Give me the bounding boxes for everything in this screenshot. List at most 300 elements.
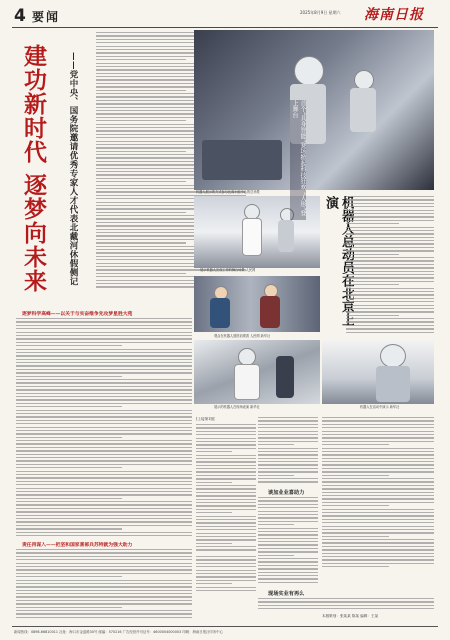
- text-line: [196, 576, 256, 577]
- text-line: [196, 448, 256, 449]
- text-line: [16, 603, 192, 604]
- text-line: [346, 257, 434, 258]
- date-line: 2025年8月9日 星期六: [300, 10, 341, 15]
- text-line: [196, 580, 256, 581]
- text-line: [96, 242, 186, 243]
- text-line: [196, 478, 256, 479]
- text-line: [346, 196, 434, 197]
- text-line: [16, 393, 192, 394]
- right-bottom-head-a: 谈加业业喜助力: [268, 490, 305, 496]
- text-line: [322, 471, 434, 472]
- text-line: [16, 433, 192, 434]
- text-line: [16, 552, 192, 553]
- text-line: [16, 521, 192, 522]
- text-line: [322, 448, 434, 449]
- text-line: [258, 561, 318, 562]
- text-line: [322, 566, 389, 567]
- text-line: [16, 494, 192, 495]
- header-rule: [12, 27, 438, 28]
- photo-visitors: [194, 276, 320, 332]
- text-line: [322, 563, 434, 564]
- text-line: [196, 482, 232, 483]
- text-line: [322, 485, 434, 486]
- text-line: [322, 431, 434, 432]
- text-line: [196, 516, 256, 517]
- text-line: [258, 475, 294, 476]
- text-line: [16, 518, 192, 519]
- text-line: [322, 475, 389, 476]
- text-line: [258, 521, 318, 522]
- text-line: [196, 533, 256, 534]
- text-line: [196, 522, 256, 523]
- text-line: [196, 587, 256, 588]
- text-line: [322, 464, 434, 465]
- text-line: [16, 359, 192, 360]
- text-line: [196, 566, 256, 567]
- lead-headline: 建功新时代 逐梦向未来: [20, 44, 47, 294]
- text-line: [258, 417, 318, 418]
- text-line: [322, 417, 434, 418]
- text-line: [196, 431, 256, 432]
- text-line: [16, 613, 192, 614]
- text-line: [346, 264, 434, 265]
- text-line: [16, 413, 192, 414]
- text-line: [258, 578, 318, 579]
- text-line: [258, 461, 318, 462]
- text-line: [196, 519, 256, 520]
- text-line: [346, 243, 434, 244]
- text-line: [258, 608, 434, 609]
- text-line: [346, 267, 434, 268]
- text-line: [258, 511, 318, 512]
- text-line: [16, 355, 192, 356]
- photo-robot-stage: [194, 30, 434, 190]
- text-line: [16, 447, 192, 448]
- text-line: [258, 572, 318, 573]
- text-line: [16, 362, 192, 363]
- text-line: [258, 514, 318, 515]
- text-line: [322, 481, 434, 482]
- text-line: [96, 181, 186, 182]
- text-line: [258, 441, 318, 442]
- text-line: [196, 465, 256, 466]
- text-line: [16, 318, 192, 319]
- text-line: [96, 212, 186, 213]
- text-line: [16, 590, 192, 591]
- text-line: [346, 227, 434, 228]
- text-line: [196, 509, 256, 510]
- bottom-body-text: [16, 549, 192, 623]
- text-line: [346, 328, 434, 329]
- text-line: [346, 254, 399, 255]
- text-line: [258, 507, 318, 508]
- text-line: [16, 352, 192, 353]
- text-line: [16, 563, 192, 564]
- text-line: [16, 566, 192, 567]
- text-line: [196, 563, 256, 564]
- text-line: [16, 416, 192, 417]
- text-line: [16, 430, 192, 431]
- right-bottom-text-5: [196, 556, 256, 596]
- text-line: [16, 515, 192, 516]
- text-line: [258, 517, 318, 518]
- text-line: [258, 531, 318, 532]
- text-line: [346, 237, 434, 238]
- text-line: [16, 586, 192, 587]
- text-line: [16, 607, 122, 608]
- text-line: [258, 424, 318, 425]
- text-line: [346, 291, 434, 292]
- text-line: [16, 532, 192, 533]
- text-line: [322, 512, 434, 513]
- text-line: [16, 573, 192, 574]
- text-line: [346, 223, 399, 224]
- text-line: [16, 556, 192, 557]
- text-line: [322, 461, 434, 462]
- text-line: [16, 386, 192, 387]
- text-line: [196, 573, 256, 574]
- text-line: [322, 434, 434, 435]
- text-line: [196, 590, 256, 591]
- text-line: [258, 464, 318, 465]
- text-line: [346, 294, 434, 295]
- text-line: [322, 553, 434, 554]
- text-line: [322, 420, 434, 421]
- text-line: [322, 458, 434, 459]
- text-line: [16, 427, 192, 428]
- text-line: [16, 410, 192, 411]
- text-line: [16, 474, 192, 475]
- text-line: [196, 455, 256, 456]
- text-line: [96, 151, 186, 152]
- text-line: [196, 427, 256, 428]
- text-line: [346, 220, 434, 221]
- text-line: [322, 451, 434, 452]
- text-line: [196, 570, 256, 571]
- text-line: [196, 438, 256, 439]
- text-line: [196, 583, 232, 584]
- text-line: [322, 539, 434, 540]
- caption-3: 观众在机器人展馆前观看 人民网 新华社: [214, 334, 271, 338]
- text-line: [16, 569, 192, 570]
- text-line: [346, 311, 434, 312]
- text-line: [16, 576, 122, 577]
- text-line: [346, 247, 434, 248]
- text-line: [196, 485, 256, 486]
- text-line: [16, 460, 192, 461]
- text-line: [16, 491, 192, 492]
- text-line: [196, 434, 256, 435]
- text-line: [346, 325, 434, 326]
- text-line: [16, 440, 192, 441]
- caption-2: 展示机器人完成工作的舞台场景 人民网: [200, 268, 256, 272]
- text-line: [16, 403, 192, 404]
- bottom-headline: 责任再谋入——把坚和国家喜部兵苏特就为强大助力: [22, 542, 133, 548]
- text-line: [258, 500, 318, 501]
- text-line: [196, 559, 256, 560]
- text-line: [346, 308, 434, 309]
- text-line: [346, 250, 434, 251]
- text-line: [258, 582, 318, 583]
- text-line: [322, 509, 434, 510]
- text-line: [16, 457, 192, 458]
- text-line: [322, 549, 434, 550]
- text-line: [346, 298, 434, 299]
- text-line: [346, 210, 434, 211]
- text-line: [16, 321, 192, 322]
- text-line: [322, 556, 434, 557]
- right-bottom-text-2: [258, 417, 318, 487]
- text-line: [16, 443, 192, 444]
- text-line: [16, 325, 192, 326]
- text-line: [16, 593, 192, 594]
- text-line: [16, 332, 192, 333]
- text-line: [16, 406, 122, 407]
- text-line: [196, 451, 232, 452]
- text-line: [346, 277, 434, 278]
- text-line: [16, 372, 192, 373]
- text-line: [196, 495, 256, 496]
- text-line: [16, 335, 192, 336]
- feature-headline: 机器人总动 京上演: [323, 196, 354, 326]
- text-line: [16, 477, 192, 478]
- text-line: [346, 284, 399, 285]
- text-line: [196, 492, 256, 493]
- text-line: [16, 454, 192, 455]
- text-line: [346, 321, 434, 322]
- text-line: [322, 529, 434, 530]
- text-line: [322, 441, 434, 442]
- text-line: [196, 549, 256, 550]
- text-line: [196, 475, 256, 476]
- text-line: [322, 437, 434, 438]
- text-line: [322, 536, 389, 537]
- text-line: [16, 488, 192, 489]
- text-line: [346, 305, 434, 306]
- text-line: [196, 468, 256, 469]
- text-line: [258, 555, 294, 556]
- text-line: [258, 541, 318, 542]
- text-line: [16, 450, 192, 451]
- text-line: [322, 526, 434, 527]
- right-bottom-head-b: 现场实业有再么: [268, 591, 305, 597]
- caption-1: 机器人展示的方式参与比赛小组中心的总场景: [196, 190, 260, 194]
- text-line: [16, 528, 122, 529]
- text-line: [16, 369, 192, 370]
- text-line: [346, 206, 434, 207]
- text-line: [346, 199, 434, 200]
- text-line: [258, 605, 434, 606]
- text-line: [346, 216, 434, 217]
- text-line: [96, 90, 186, 91]
- newspaper-logo: 海南日报: [364, 7, 424, 23]
- text-line: [16, 549, 192, 550]
- text-line: [322, 532, 434, 533]
- lead-subhead: ——党中央、国务院邀请优秀专家人才代表北戴河休假侧记: [68, 52, 78, 286]
- text-line: [258, 427, 318, 428]
- photo-robot-booth: [194, 340, 320, 404]
- text-line: [16, 481, 192, 482]
- right-bottom-text-6: [258, 598, 434, 612]
- text-line: [16, 342, 192, 343]
- text-line: [322, 424, 434, 425]
- text-line: [346, 233, 434, 234]
- feature-body-text: [346, 196, 434, 336]
- text-line: [16, 535, 192, 536]
- text-line: [16, 345, 122, 346]
- text-line: [196, 556, 256, 557]
- text-line: [258, 478, 318, 479]
- text-line: [346, 240, 434, 241]
- text-line: [258, 601, 434, 602]
- text-line: [322, 468, 434, 469]
- text-line: [258, 448, 318, 449]
- text-line: [196, 505, 256, 506]
- text-line: [346, 213, 434, 214]
- text-line: [322, 427, 434, 428]
- text-line: [322, 559, 434, 560]
- text-line: [322, 515, 434, 516]
- text-line: [258, 568, 318, 569]
- right-bottom-text-1: [196, 424, 256, 554]
- text-line: [346, 203, 434, 204]
- text-line: [196, 458, 256, 459]
- text-line: [16, 501, 192, 502]
- text-line: [258, 528, 318, 529]
- text-line: [196, 499, 256, 500]
- text-line: [258, 497, 318, 498]
- page-number: 4: [14, 6, 26, 26]
- text-line: [346, 281, 434, 282]
- text-line: [258, 538, 318, 539]
- text-line: [322, 546, 434, 547]
- continued-label: [上接第1版]: [196, 417, 216, 421]
- text-line: [196, 461, 256, 462]
- text-line: [258, 534, 318, 535]
- feature-subhead: 首个“具身智能”赛场掀起科技狂欢 “人形”登上舞台: [290, 100, 306, 220]
- text-line: [322, 542, 434, 543]
- text-line: [16, 464, 192, 465]
- text-line: [322, 478, 434, 479]
- text-line: [258, 420, 318, 421]
- text-line: [258, 524, 294, 525]
- text-line: [322, 444, 389, 445]
- text-line: [258, 548, 318, 549]
- text-line: [16, 420, 192, 421]
- text-line: [346, 332, 434, 333]
- text-line: [16, 484, 192, 485]
- text-line: [16, 396, 192, 397]
- text-line: [346, 274, 434, 275]
- text-line: [16, 349, 192, 350]
- text-line: [346, 230, 434, 231]
- text-line: [16, 471, 192, 472]
- text-line: [258, 434, 318, 435]
- text-line: [16, 596, 192, 597]
- right-bottom-text-4: [322, 417, 434, 571]
- editors-line: 本版策划：张某某 陈某 编辑：王某: [322, 614, 379, 618]
- text-line: [196, 546, 256, 547]
- text-line: [16, 423, 192, 424]
- text-line: [196, 488, 256, 489]
- text-line: [16, 583, 192, 584]
- text-line: [196, 441, 256, 442]
- text-line: [322, 492, 434, 493]
- text-line: [322, 505, 389, 506]
- text-line: [16, 399, 192, 400]
- text-line: [346, 315, 399, 316]
- text-line: [16, 580, 192, 581]
- text-line: [196, 444, 256, 445]
- text-line: [322, 519, 434, 520]
- text-line: [258, 575, 318, 576]
- text-line: [258, 451, 318, 452]
- text-line: [258, 458, 318, 459]
- text-line: [322, 454, 434, 455]
- text-line: [16, 467, 122, 468]
- text-line: [258, 598, 434, 599]
- text-line: [16, 508, 192, 509]
- text-line: [16, 617, 192, 618]
- text-line: [16, 525, 192, 526]
- text-line: [196, 536, 256, 537]
- text-line: [16, 376, 122, 377]
- text-line: [16, 511, 192, 512]
- text-line: [322, 502, 434, 503]
- text-line: [258, 565, 318, 566]
- text-line: [258, 481, 318, 482]
- text-line: [96, 273, 186, 274]
- text-line: [346, 288, 434, 289]
- text-line: [196, 424, 256, 425]
- text-line: [16, 389, 192, 390]
- text-line: [196, 543, 232, 544]
- footer-text: 新闻热线：0898-66810011 社址：海口市金盘路30号 邮编：570216 广告经营许可证号：4600004000003 印刷：海南日报社印务中心: [14, 630, 223, 634]
- text-line: [346, 271, 434, 272]
- mid-headline: 逐梦科学高峰——以关于与实奋维争先攻梦星胜大苑: [22, 311, 133, 317]
- text-line: [258, 437, 318, 438]
- text-line: [16, 437, 122, 438]
- text-line: [16, 379, 192, 380]
- mid-body-text: [16, 318, 192, 540]
- text-line: [258, 454, 318, 455]
- text-line: [196, 512, 232, 513]
- text-line: [258, 471, 318, 472]
- text-line: [16, 382, 192, 383]
- text-line: [322, 522, 434, 523]
- text-line: [322, 495, 434, 496]
- text-line: [196, 526, 256, 527]
- text-line: [258, 544, 318, 545]
- photo-robot-hand: [322, 340, 434, 404]
- right-bottom-text-3: [258, 497, 318, 587]
- text-line: [258, 551, 318, 552]
- text-line: [16, 559, 192, 560]
- text-line: [322, 498, 434, 499]
- text-line: [346, 260, 434, 261]
- text-line: [16, 365, 192, 366]
- caption-5: 机器人在活动中演示 新华社: [360, 405, 400, 409]
- text-line: [16, 338, 192, 339]
- text-line: [196, 502, 256, 503]
- text-line: [96, 120, 186, 121]
- text-line: [16, 504, 192, 505]
- text-line: [16, 498, 122, 499]
- text-line: [196, 471, 256, 472]
- text-line: [196, 529, 256, 530]
- text-line: [96, 59, 186, 60]
- text-line: [16, 600, 192, 601]
